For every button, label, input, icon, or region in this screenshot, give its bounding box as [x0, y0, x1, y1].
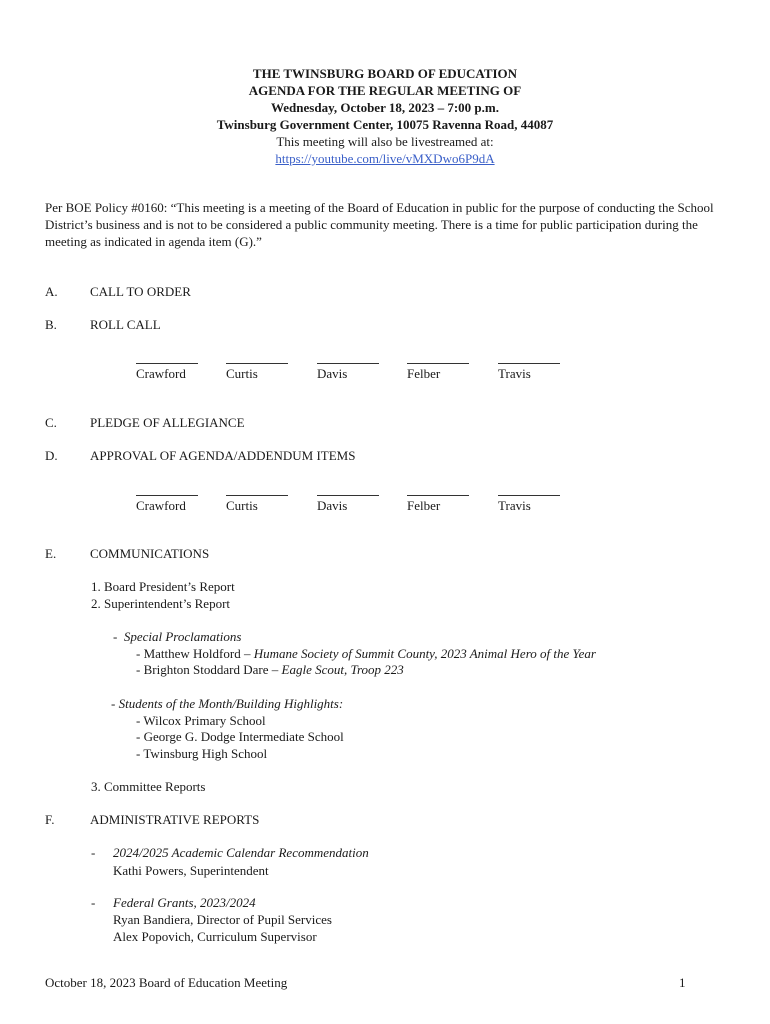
students-heading: - Students of the Month/Building Highlights:	[111, 696, 344, 711]
signature-line	[498, 354, 560, 364]
signature-line	[136, 354, 198, 364]
member-name: Curtis	[226, 366, 258, 381]
proclamation-2	[136, 661, 404, 678]
admin-report-presenter: Alex Popovich, Curriculum Supervisor	[113, 929, 317, 944]
agenda-header	[0, 65, 770, 167]
section-letter: A.	[45, 284, 58, 299]
roll-entry	[317, 486, 379, 514]
roll-entry	[407, 486, 469, 514]
signature-line	[407, 354, 469, 364]
section-title: COMMUNICATIONS	[90, 546, 210, 561]
livestream-note: This meeting will also be livestreamed at:	[276, 134, 494, 149]
proclamations-heading: - Special Proclamations	[113, 629, 242, 644]
member-name: Crawford	[136, 498, 186, 513]
section-letter: C.	[45, 415, 57, 430]
comm-item-president-report: 1. Board President’s Report	[91, 579, 235, 594]
meeting-date: Wednesday, October 18, 2023 – 7:00 p.m.	[271, 100, 499, 115]
proclamations-heading-text: Special Proclamations	[123, 629, 242, 644]
signature-line	[498, 486, 560, 496]
comm-item-committee-reports: 3. Committee Reports	[91, 779, 206, 794]
roll-entry	[226, 486, 288, 514]
roll-entry	[226, 354, 288, 382]
member-name: Davis	[317, 498, 348, 513]
proclamation-detail: Humane Society of Summit County, 2023 Animal Hero of the Year	[253, 646, 596, 661]
admin-report-presenter: Ryan Bandiera, Director of Pupil Services	[113, 912, 332, 927]
roll-entry	[407, 354, 469, 382]
signature-line	[226, 486, 288, 496]
school-item: - Twinsburg High School	[136, 746, 268, 761]
roll-entry	[498, 354, 560, 382]
meeting-location: Twinsburg Government Center, 10075 Ravenna Road, 44087	[216, 117, 554, 132]
comm-item-superintendent-report: 2. Superintendent’s Report	[91, 596, 231, 611]
section-letter: D.	[45, 448, 58, 463]
section-letter: F.	[45, 812, 55, 827]
roll-entry	[136, 486, 198, 514]
member-name: Travis	[498, 366, 531, 381]
member-name: Crawford	[136, 366, 186, 381]
admin-report-title: 2024/2025 Academic Calendar Recommendation	[113, 845, 369, 860]
admin-report-dash: -	[91, 895, 96, 910]
section-letter: E.	[45, 546, 57, 561]
page-number: 1	[679, 975, 686, 990]
admin-report-dash: -	[91, 845, 96, 860]
signature-line	[317, 486, 379, 496]
proclamation-name: - Brighton Stoddard Dare –	[136, 662, 282, 677]
livestream-link[interactable]: https://youtube.com/live/vMXDwo6P9dA	[275, 151, 495, 166]
school-item: - Wilcox Primary School	[136, 713, 266, 728]
member-name: Felber	[407, 498, 441, 513]
roll-entry	[136, 354, 198, 382]
signature-line	[226, 354, 288, 364]
section-title: PLEDGE OF ALLEGIANCE	[90, 415, 245, 430]
roll-entry	[317, 354, 379, 382]
footer-meeting-label: October 18, 2023 Board of Education Meeting	[45, 975, 288, 990]
roll-entry	[498, 486, 560, 514]
member-name: Davis	[317, 366, 348, 381]
section-letter: B.	[45, 317, 57, 332]
signature-line	[136, 486, 198, 496]
proclamation-detail: Eagle Scout, Troop 223	[281, 662, 404, 677]
admin-report-presenter: Kathi Powers, Superintendent	[113, 863, 269, 878]
agenda-title: AGENDA FOR THE REGULAR MEETING OF	[248, 83, 522, 98]
member-name: Travis	[498, 498, 531, 513]
section-title: ADMINISTRATIVE REPORTS	[90, 812, 260, 827]
section-title: CALL TO ORDER	[90, 284, 191, 299]
member-name: Curtis	[226, 498, 258, 513]
member-name: Felber	[407, 366, 441, 381]
section-title: ROLL CALL	[90, 317, 161, 332]
school-item: - George G. Dodge Intermediate School	[136, 729, 344, 744]
proclamation-1	[136, 645, 596, 662]
section-title: APPROVAL OF AGENDA/ADDENDUM ITEMS	[90, 448, 356, 463]
signature-line	[317, 354, 379, 364]
policy-statement: Per BOE Policy #0160: “This meeting is a meeting of the Board of Education in public for the purpose of conducting the School District’s business and is not to be considered a public community meeting. There is a time for public participation during the meeting as indicated in agenda item (G).”	[45, 200, 714, 249]
signature-line	[407, 486, 469, 496]
proclamation-name: - Matthew Holdford –	[136, 646, 254, 661]
board-title: THE TWINSBURG BOARD OF EDUCATION	[252, 66, 518, 81]
admin-report-title: Federal Grants, 2023/2024	[113, 895, 256, 910]
